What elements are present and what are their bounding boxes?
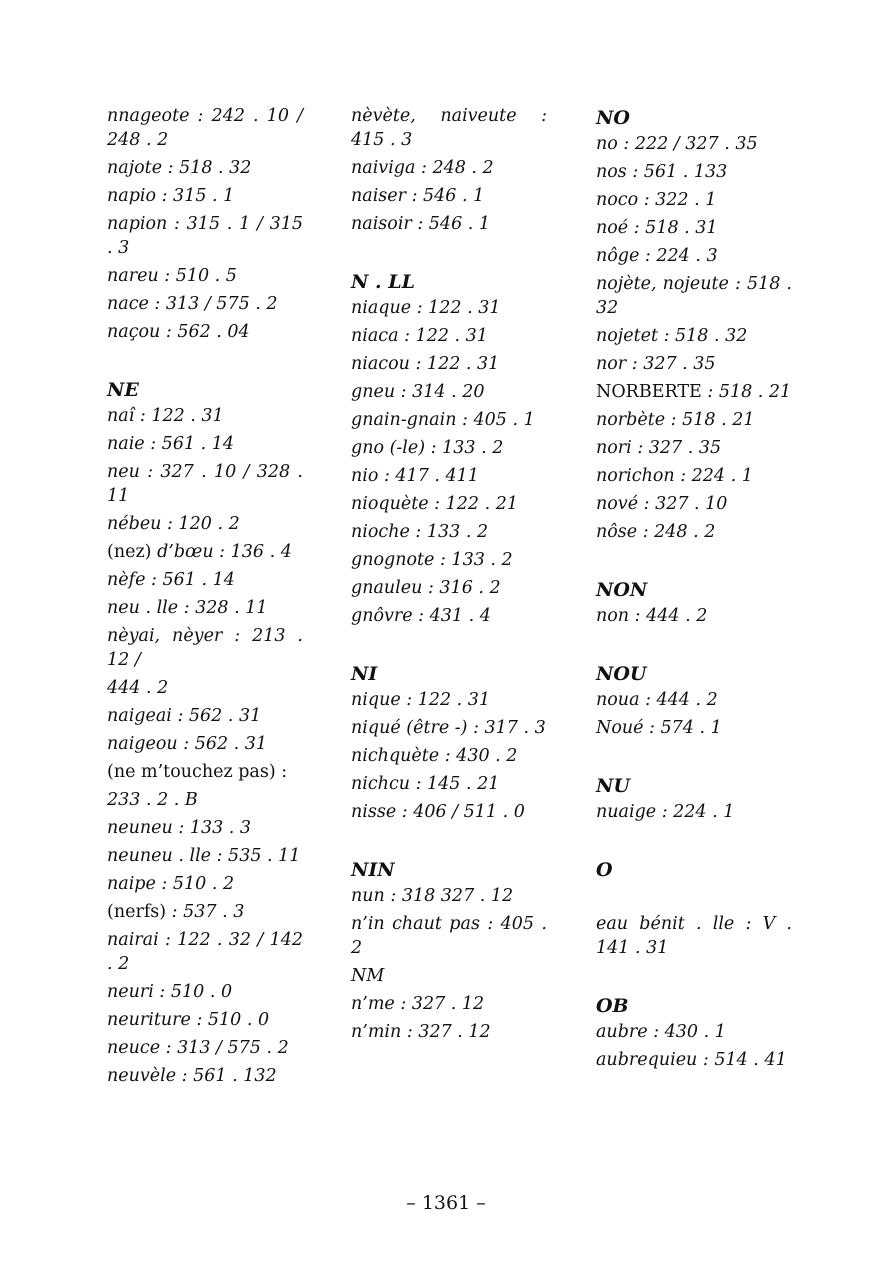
index-entry-text: neu . lle : 328 . 11 <box>107 598 268 618</box>
index-entry <box>351 992 547 1016</box>
index-entry-text: niqué (être -) : 317 . 3 <box>351 718 546 738</box>
index-entry <box>351 800 547 824</box>
index-entry <box>351 520 547 544</box>
index-entry-part: : 518 . 21 <box>707 382 792 402</box>
section-heading: NU <box>596 775 630 797</box>
index-entry <box>596 912 792 960</box>
index-entry-text: gno (-le) : 133 . 2 <box>351 438 504 458</box>
index-entry-text: nèvète, naiveute : 415 . 3 <box>351 106 547 150</box>
index-entry-text: naî : 122 . 31 <box>107 406 224 426</box>
section-spacer <box>351 240 547 268</box>
index-entry <box>107 512 303 536</box>
index-entry-text: nioche : 133 . 2 <box>351 522 489 542</box>
page-number: – 1361 – <box>406 1192 486 1214</box>
index-entry <box>596 800 792 824</box>
index-column-1 <box>107 104 303 1092</box>
index-entry-text: gnognote : 133 . 2 <box>351 550 513 570</box>
index-entry-text: nace : 313 / 575 . 2 <box>107 294 278 314</box>
index-entry-text: n’in chaut pas : 405 . 2 <box>351 914 547 958</box>
index-entry <box>351 324 547 348</box>
index-entry-text: non : 444 . 2 <box>596 606 708 626</box>
index-entry <box>351 492 547 516</box>
index-entry-part: d’bœu : 136 . 4 <box>157 542 292 562</box>
index-entry <box>107 760 303 784</box>
index-entry-text: eau bénit . lle : V . 141 . 31 <box>596 914 792 958</box>
index-entry-text: napio : 315 . 1 <box>107 186 235 206</box>
index-entry <box>351 296 547 320</box>
index-entry <box>351 408 547 432</box>
section-spacer <box>351 828 547 856</box>
index-entry-text: neuri : 510 . 0 <box>107 982 233 1002</box>
index-entry <box>351 548 547 572</box>
section-spacer <box>351 632 547 660</box>
index-entry-text: aubrequieu : 514 . 41 <box>596 1050 787 1070</box>
index-entry <box>596 716 792 740</box>
index-entry-text: nojète, nojeute : 518 . 32 <box>596 274 792 318</box>
index-entry-text: nioquète : 122 . 21 <box>351 494 519 514</box>
index-entry-text: n’me : 327 . 12 <box>351 994 485 1014</box>
index-entry <box>107 704 303 728</box>
index-entry <box>351 688 547 712</box>
index-entry <box>107 816 303 840</box>
section-heading: NIN <box>351 859 395 881</box>
index-entry <box>596 520 792 544</box>
index-entry-text: nôge : 224 . 3 <box>596 246 718 266</box>
section-spacer <box>596 828 792 856</box>
index-entry <box>107 156 303 180</box>
index-entry-text: noco : 322 . 1 <box>596 190 717 210</box>
section-spacer <box>107 348 303 376</box>
index-entry-text: gnauleu : 316 . 2 <box>351 578 501 598</box>
index-entry-text: nichquète : 430 . 2 <box>351 746 518 766</box>
index-entry-text: n’min : 327 . 12 <box>351 1022 491 1042</box>
index-entry <box>596 352 792 376</box>
index-entry <box>596 464 792 488</box>
index-entry <box>351 212 547 236</box>
index-entry <box>107 900 303 924</box>
index-entry <box>107 264 303 288</box>
section-heading: NI <box>351 663 378 685</box>
index-entry <box>107 1064 303 1088</box>
index-entry <box>351 352 547 376</box>
section-spacer <box>596 548 792 576</box>
index-entry-text: nichcu : 145 . 21 <box>351 774 500 794</box>
index-entry <box>107 404 303 428</box>
index-entry <box>351 156 547 180</box>
index-entry-text: nori : 327 . 35 <box>596 438 722 458</box>
index-entry <box>596 380 792 404</box>
section-heading: NOU <box>596 663 647 685</box>
index-entry <box>107 596 303 620</box>
section-heading: O <box>596 859 613 881</box>
index-entry <box>351 436 547 460</box>
index-entry-text: nové : 327 . 10 <box>596 494 728 514</box>
index-entry-text: nareu : 510 . 5 <box>107 266 237 286</box>
section-heading: N . LL <box>351 271 415 293</box>
section-heading: NO <box>596 107 630 129</box>
index-entry-text: norichon : 224 . 1 <box>596 466 753 486</box>
index-entry-text: naigeai : 562 . 31 <box>107 706 262 726</box>
index-entry <box>351 1020 547 1044</box>
index-entry-text: norbète : 518 . 21 <box>596 410 755 430</box>
index-entry-part: : 537 . 3 <box>171 902 245 922</box>
index-entry-text: nisse : 406 / 511 . 0 <box>351 802 525 822</box>
index-entry <box>107 432 303 456</box>
section-spacer <box>596 744 792 772</box>
index-entry <box>596 244 792 268</box>
index-entry-text: naiser : 546 . 1 <box>351 186 485 206</box>
index-entry-text: nairai : 122 . 32 / 142 . 2 <box>107 930 303 974</box>
index-entry <box>351 772 547 796</box>
index-entry-text: naipe : 510 . 2 <box>107 874 235 894</box>
index-entry <box>596 1020 792 1044</box>
section-heading: NON <box>596 579 648 601</box>
index-entry-text: noé : 518 . 31 <box>596 218 718 238</box>
index-entry <box>351 964 547 988</box>
section-spacer <box>596 884 792 912</box>
index-entry <box>596 436 792 460</box>
index-entry-text: nio : 417 . 411 <box>351 466 479 486</box>
index-column-3 <box>596 104 792 1076</box>
index-entry <box>351 744 547 768</box>
index-entry <box>596 132 792 156</box>
index-entry-text: neuneu . lle : 535 . 11 <box>107 846 301 866</box>
index-entry <box>107 788 303 812</box>
index-entry-text: no : 222 / 327 . 35 <box>596 134 758 154</box>
index-entry-part: (nerfs) <box>107 902 172 922</box>
index-entry-text: 444 . 2 <box>107 678 169 698</box>
index-entry <box>107 184 303 208</box>
index-entry <box>107 980 303 1004</box>
index-entry <box>107 844 303 868</box>
index-entry <box>107 212 303 260</box>
index-entry-text: NM <box>351 966 385 986</box>
index-entry-text: naisoir : 546 . 1 <box>351 214 491 234</box>
index-entry <box>596 160 792 184</box>
index-entry-text: gnain-gnain : 405 . 1 <box>351 410 535 430</box>
index-entry-text: nébeu : 120 . 2 <box>107 514 240 534</box>
section-heading: NE <box>107 379 139 401</box>
index-entry <box>596 216 792 240</box>
index-entry <box>351 380 547 404</box>
index-entry-text: niaque : 122 . 31 <box>351 298 501 318</box>
index-entry-text: napion : 315 . 1 / 315 . 3 <box>107 214 303 258</box>
index-entry <box>351 604 547 628</box>
index-column-2 <box>351 104 547 1048</box>
index-entry-text: najote : 518 . 32 <box>107 158 252 178</box>
index-entry <box>107 1036 303 1060</box>
index-entry-part: (nez) <box>107 542 158 562</box>
index-entry <box>107 928 303 976</box>
index-entry-text: nèyai, nèyer : 213 . 12 / <box>107 626 303 670</box>
index-entry <box>596 272 792 320</box>
index-entry-text: neu : 327 . 10 / 328 . 11 <box>107 462 303 506</box>
section-heading: OB <box>596 995 629 1017</box>
index-entry <box>107 104 303 152</box>
index-entry <box>107 292 303 316</box>
index-entry-text: neuvèle : 561 . 132 <box>107 1066 277 1086</box>
index-entry-text: niacou : 122 . 31 <box>351 354 500 374</box>
index-entry <box>107 460 303 508</box>
index-entry-text: nôse : 248 . 2 <box>596 522 716 542</box>
index-entry-text: Noué : 574 . 1 <box>596 718 722 738</box>
index-entry-text: naçou : 562 . 04 <box>107 322 250 342</box>
index-entry <box>107 732 303 756</box>
index-entry <box>596 188 792 212</box>
index-entry-text: neuneu : 133 . 3 <box>107 818 252 838</box>
index-entry-part: NORBERTE <box>596 382 708 402</box>
index-entry-text: nos : 561 . 133 <box>596 162 728 182</box>
index-entry <box>107 676 303 700</box>
index-entry-text: gneu : 314 . 20 <box>351 382 485 402</box>
index-entry-text: neuce : 313 / 575 . 2 <box>107 1038 289 1058</box>
index-entry-text: nnageote : 242 . 10 / 248 . 2 <box>107 106 303 150</box>
index-entry-text: gnôvre : 431 . 4 <box>351 606 491 626</box>
index-entry <box>107 568 303 592</box>
index-entry-text: 233 . 2 . B <box>107 790 198 810</box>
index-entry-text: naigeou : 562 . 31 <box>107 734 268 754</box>
index-entry <box>107 320 303 344</box>
index-entry-text: neuriture : 510 . 0 <box>107 1010 270 1030</box>
section-spacer <box>596 632 792 660</box>
index-entry <box>596 1048 792 1072</box>
index-entry <box>351 184 547 208</box>
index-entry-text: nique : 122 . 31 <box>351 690 491 710</box>
index-entry <box>596 408 792 432</box>
index-entry <box>107 872 303 896</box>
section-spacer <box>596 964 792 992</box>
index-entry <box>596 492 792 516</box>
index-entry-text: noua : 444 . 2 <box>596 690 718 710</box>
index-entry-text: nojetet : 518 . 32 <box>596 326 748 346</box>
index-entry-text: nor : 327 . 35 <box>596 354 716 374</box>
index-entry-part: (ne m’touchez pas) : <box>107 762 288 782</box>
index-entry <box>107 1008 303 1032</box>
index-entry-text: aubre : 430 . 1 <box>596 1022 726 1042</box>
index-entry <box>351 716 547 740</box>
index-entry <box>596 688 792 712</box>
index-entry <box>351 104 547 152</box>
index-entry <box>351 884 547 908</box>
index-entry-text: nun : 318 327 . 12 <box>351 886 514 906</box>
index-entry-text: naie : 561 . 14 <box>107 434 235 454</box>
index-entry <box>107 624 303 672</box>
index-entry-text: naiviga : 248 . 2 <box>351 158 494 178</box>
index-entry <box>596 604 792 628</box>
index-entry <box>596 324 792 348</box>
index-entry <box>351 912 547 960</box>
index-entry-text: nèfe : 561 . 14 <box>107 570 235 590</box>
index-entry-text: niaca : 122 . 31 <box>351 326 488 346</box>
index-entry-text: nuaige : 224 . 1 <box>596 802 735 822</box>
index-entry <box>107 540 303 564</box>
index-entry <box>351 464 547 488</box>
index-entry <box>351 576 547 600</box>
